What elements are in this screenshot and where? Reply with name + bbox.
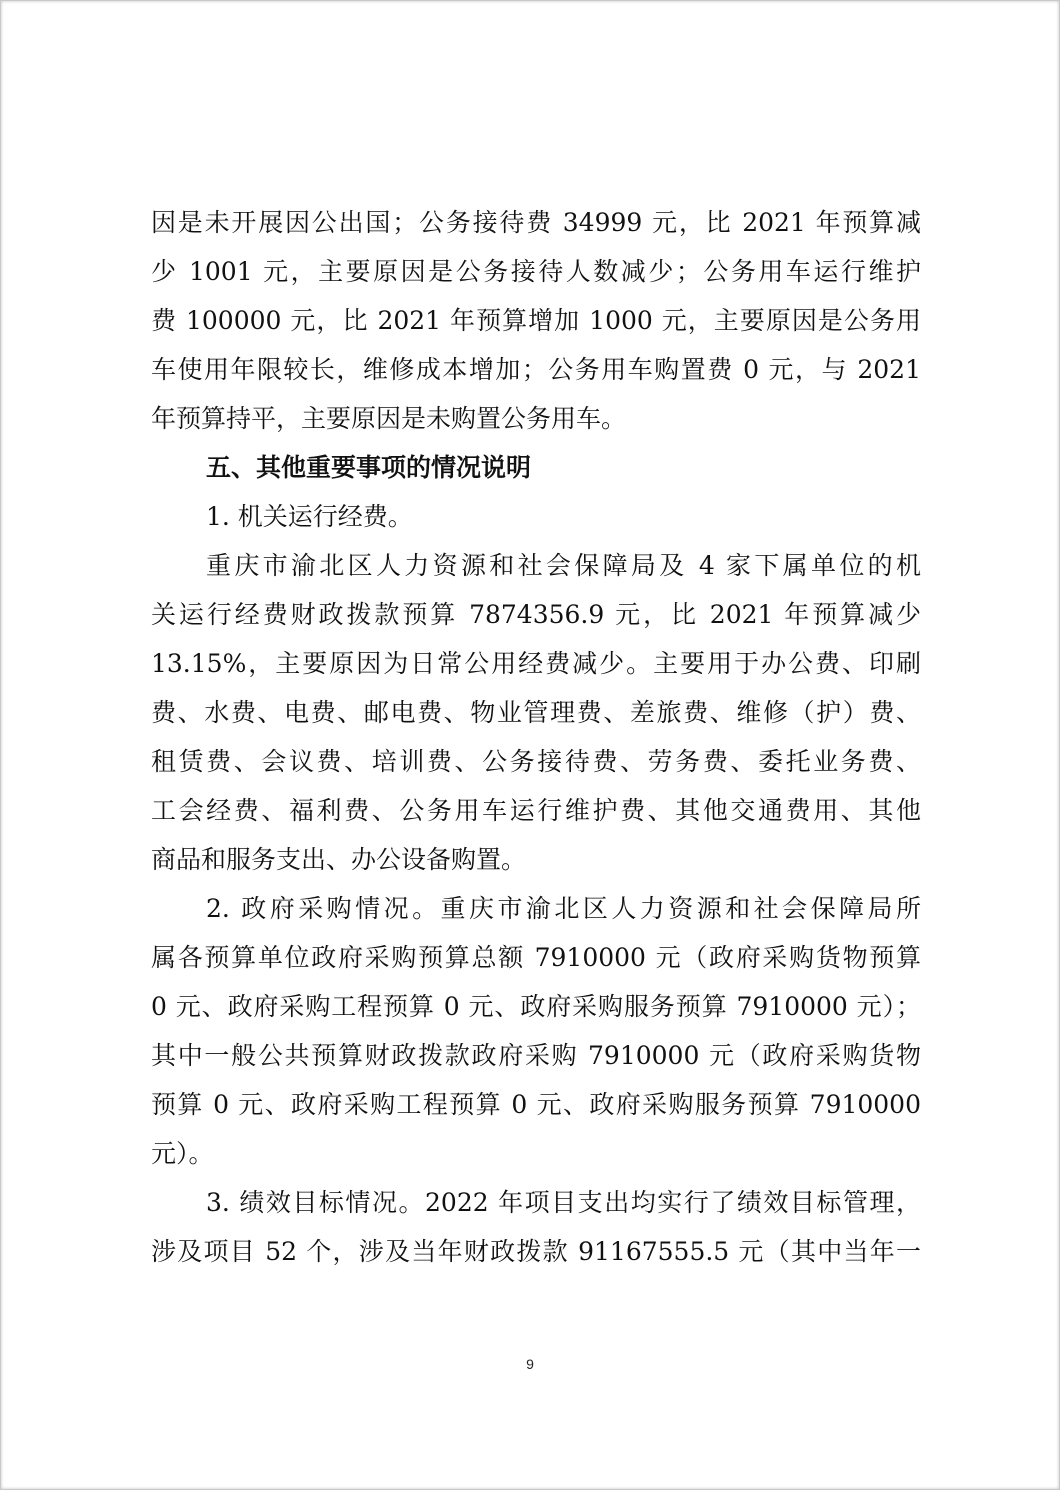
text-line: 2. 政府采购情况。重庆市渝北区人力资源和社会保障局所 (206, 894, 921, 923)
text-line: 3. 绩效目标情况。2022 年项目支出均实行了绩效目标管理， (206, 1188, 921, 1217)
text-line: 关运行经费财政拨款预算 7874356.9 元，比 2021 年预算减少 (151, 600, 921, 629)
text-line: 属各预算单位政府采购预算总额 7910000 元（政府采购货物预算 (151, 943, 921, 972)
text-line: 费 100000 元，比 2021 年预算增加 1000 元，主要原因是公务用 (151, 306, 921, 335)
text-line: 工会经费、福利费、公务用车运行维护费、其他交通费用、其他 (151, 796, 921, 825)
text-line: 涉及项目 52 个，涉及当年财政拨款 91167555.5 元（其中当年一 (151, 1237, 921, 1266)
text-line: 重庆市渝北区人力资源和社会保障局及 4 家下属单位的机 (206, 551, 921, 580)
text-line: 预算 0 元、政府采购工程预算 0 元、政府采购服务预算 7910000 (151, 1090, 921, 1119)
text-line: 费、水费、电费、邮电费、物业管理费、差旅费、维修（护）费、 (151, 698, 921, 727)
text-line: 其中一般公共预算财政拨款政府采购 7910000 元（政府采购货物 (151, 1041, 921, 1070)
subsection-title: 1. 机关运行经费。 (206, 502, 413, 531)
paragraph-end-line: 商品和服务支出、办公设备购置。 (151, 845, 527, 874)
text-line: 租赁费、会议费、培训费、公务接待费、劳务费、委托业务费、 (151, 747, 921, 776)
text-line: 0 元、政府采购工程预算 0 元、政府采购服务预算 7910000 元）； (151, 992, 921, 1021)
text-line: 少 1001 元，主要原因是公务接待人数减少；公务用车运行维护 (151, 257, 921, 286)
text-line: 13.15%，主要原因为日常公用经费减少。主要用于办公费、印刷 (151, 649, 921, 678)
paragraph-end-line: 年预算持平，主要原因是未购置公务用车。 (151, 404, 627, 433)
text-line: 因是未开展因公出国；公务接待费 34999 元，比 2021 年预算减 (151, 208, 921, 237)
paragraph-end-line: 元）。 (151, 1139, 214, 1168)
text-line: 车使用年限较长，维修成本增加；公务用车购置费 0 元，与 2021 (151, 355, 921, 384)
section-heading: 五、其他重要事项的情况说明 (206, 453, 532, 482)
page-number: 9 (526, 1356, 534, 1372)
